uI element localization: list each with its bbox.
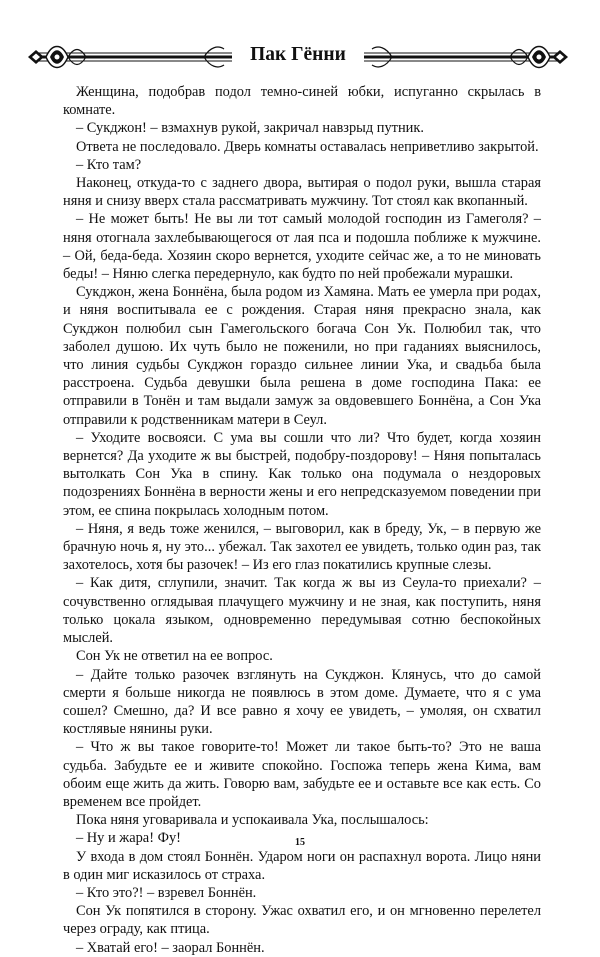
paragraph: Наконец, откуда-то с заднего двора, вытирая о подол руки, вышла старая няня и снизу вверх стала рассматривать мужчину. Тот стоял как вкопанный. bbox=[63, 175, 541, 210]
paragraph: – Ну и жара! Фу! bbox=[76, 830, 181, 847]
paragraph: Пока няня уговаривала и успокаивала Ука, послышалось: bbox=[76, 812, 429, 829]
paragraph: – Дайте только разочек взглянуть на Сукджон. Клянусь, что до самой смерти я больше никогда не появлюсь в этом доме. Думаете, что я с ума сошел? Смешно, да? И все равно я хочу ее увидеть, – умоляя, он схватил костлявые нянины руки. bbox=[63, 666, 541, 738]
paragraph: Сукджон, жена Боннёна, была родом из Хамяна. Мать ее умерла при родах, и няня воспитывала ее с рождения. Старая няня прекрасно знала, как Сукджон полюбил сын Гамегольского богача Сон Ук. Полюбил так, что заболел душою. Их чуть было не поженили, но при гаданиях выяснилось, что линия судьбы Сукджон гораздо сильнее линии Ука, и свадьба была расстроена. Судьба девушки была решена в доме господина Пака: ее отправили в Тонён и там выдали замуж за овдовевшего Боннёна, а Сон Ука отправили к родственникам матери в Сеул. bbox=[63, 284, 541, 428]
paragraph: – Кто это?! – взревел Боннён. bbox=[76, 884, 257, 901]
right-ornament-icon bbox=[364, 38, 568, 76]
page-number: 15 bbox=[295, 837, 305, 848]
paragraph: – Уходите восвояси. С ума вы сошли что ли? Что будет, когда хозяин вернется? Да уходите ж вы быстрей, подобру-поздорову! – Няня попыталась вытолкать Сон Ука в спину. Как только она подумала о нездоровых подозрениях Боннёна в верности жены и его непредсказуемом поведении при этом, ее спина покрылась холодным потом. bbox=[63, 429, 541, 519]
body-text bbox=[63, 83, 541, 957]
paragraph: Ответа не последовало. Дверь комнаты оставалась неприветливо закрытой. bbox=[76, 138, 539, 155]
paragraph: Сон Ук не ответил на ее вопрос. bbox=[76, 648, 273, 665]
paragraph: – Хватай его! – заорал Боннён. bbox=[76, 939, 265, 956]
paragraph: – Как дитя, сглупили, значит. Так когда ж вы из Сеула-то приехали? – сочувственно оглядывая плачущего мужчину и не зная, как поступить, няня только цокала языком, одновременно передумывая сотню беспокойных мыслей. bbox=[63, 575, 541, 647]
paragraph: Сон Ук попятился в сторону. Ужас охватил его, и он мгновенно перелетел через ограду, как птица. bbox=[63, 903, 541, 938]
paragraph: У входа в дом стоял Боннён. Ударом ноги он распахнул ворота. Лицо няни в один миг исказилось от страха. bbox=[63, 848, 541, 883]
paragraph: – Кто там? bbox=[76, 156, 142, 173]
running-header bbox=[28, 38, 568, 78]
paragraph: – Няня, я ведь тоже женился, – выговорил, как в бреду, Ук, – в первую же брачную ночь я, ну это... убежал. Так захотел ее увидеть, только один раз, так захотелось, хотя бы разочек! – Из его глаз покатились крупные слезы. bbox=[63, 520, 541, 574]
paragraph: – Не может быть! Не вы ли тот самый молодой господин из Гамеголя? – няня отогнала захлебывающегося от лая пса и подошла поближе к мужчине. – Ой, беда-беда. Хозяин скоро вернется, уходите сейчас же, а то не миновать беды! – Няню слегка передернуло, как будто по ней пробежали мурашки. bbox=[63, 211, 541, 283]
left-ornament-icon bbox=[28, 38, 232, 76]
paragraph: Женщина, подобрав подол темно-синей юбки, испуганно скрылась в комнате. bbox=[63, 84, 541, 119]
page-title: Пак Гённи bbox=[250, 44, 346, 65]
paragraph: – Сукджон! – взмахнув рукой, закричал навзрыд путник. bbox=[76, 120, 424, 137]
paragraph: – Что ж вы такое говорите-то! Может ли такое быть-то? Это не ваша судьба. Забудьте ее и живите спокойно. Госпожа теперь жена Кима, вам обоим еще жить да жить. Говорю вам, забудьте ее и оставьте все как есть. Со временем все пройдет. bbox=[63, 739, 541, 810]
